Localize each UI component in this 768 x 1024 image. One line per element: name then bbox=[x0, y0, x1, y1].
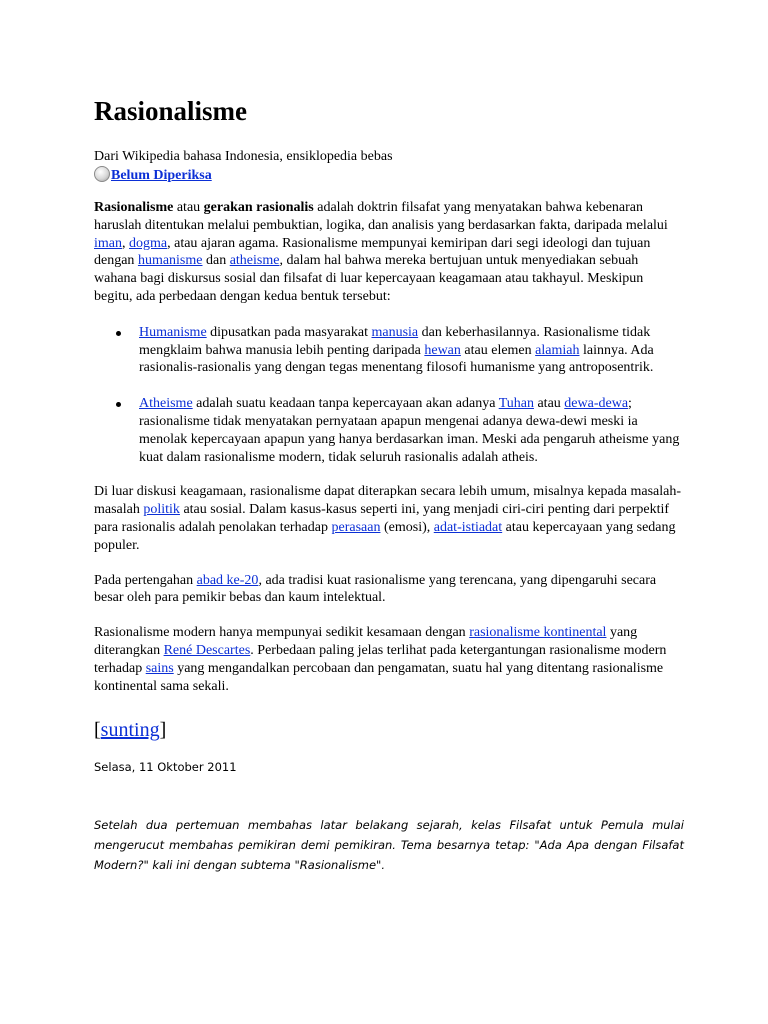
link-tuhan[interactable]: Tuhan bbox=[498, 396, 534, 412]
paragraph-abad: Pada pertengahan abad ke-20, ada tradisi kuat rasionalisme yang terencana, yang dipengaruhi secara besar oleh para pemikir bebas dan kaum intelektual. bbox=[94, 572, 657, 606]
review-status bbox=[94, 167, 684, 185]
link-alamiah[interactable]: alamiah bbox=[535, 342, 580, 358]
paragraph-modern: Rasionalisme modern hanya mempunyai sedikit kesamaan dengan rasionalisme kontinental yang diterangkan René Descartes. Perbedaan paling jelas terlihat pada ketergantungan rasionalisme modern terhadap sains yang mengandalkan percobaan dan pengamatan, suatu hal yang ditentang rasionalisme kontinental sama sekali. bbox=[94, 625, 667, 694]
link-sains[interactable]: sains bbox=[145, 660, 174, 676]
edit-section: [sunting] bbox=[94, 719, 167, 742]
edit-link[interactable]: sunting bbox=[100, 719, 160, 742]
blog-intro-paragraph: Setelah dua pertemuan membahas latar belakang sejarah, kelas Filsafat untuk Pemula mulai mengerucut membahas pemikiran demi pemikiran. Tema besarnya tetap: "Ada Apa dengan Filsafat Modern?" kali ini dengan subtema "Rasionalisme". bbox=[94, 818, 684, 873]
link-atheisme[interactable]: atheisme bbox=[229, 253, 280, 269]
link-rene-descartes[interactable]: René Descartes bbox=[163, 642, 251, 658]
unchecked-link[interactable]: Belum Diperiksa bbox=[111, 168, 212, 183]
link-dewa-dewa[interactable]: dewa-dewa bbox=[564, 396, 629, 412]
link-atheisme-bullet[interactable]: Atheisme bbox=[139, 396, 193, 412]
article-content bbox=[94, 94, 684, 875]
intro-paragraph: Rasionalisme atau gerakan rasionalis adalah doktrin filsafat yang menyatakan bahwa kebenaran haruslah ditentukan melalui pembuktian, logika, dan analisis yang berdasarkan fakta, daripada melalui iman, dogma, atau ajaran agama. Rasionalisme mempunyai kemiripan dari segi ideologi dan tujuan dengan humanisme dan atheisme, dalam hal bahwa mereka bertujuan untuk menyediakan sebuah wahana bagi diskursus sosial dan filsafat di luar kepercayaan keagamaan atau takhayul. Meskipun begitu, ada perbedaan dengan kedua bentuk tersebut: bbox=[94, 200, 668, 304]
list-item-atheisme: Atheisme adalah suatu keadaan tanpa kepercayaan akan adanya Tuhan atau dewa-dewa; rasionalisme tidak menyatakan pernyataan apapun mengenai adanya dewa-dewi meski ia menolak kepercayaan apapun yang hanya berdasarkan iman. Meski ada pengaruh atheisme yang kuat dalam rasionalisme modern, tidak seluruh rasionalis adalah atheis. bbox=[94, 395, 684, 466]
article-subtitle: Dari Wikipedia bahasa Indonesia, ensiklopedia bebas bbox=[94, 149, 393, 164]
comparison-list bbox=[94, 324, 684, 467]
link-adat-istiadat[interactable]: adat-istiadat bbox=[433, 519, 503, 535]
link-perasaan[interactable]: perasaan bbox=[331, 519, 381, 535]
unreviewed-status-icon bbox=[94, 166, 110, 182]
term-rasionalisme: Rasionalisme bbox=[94, 200, 174, 215]
post-date: Selasa, 11 Oktober 2011 bbox=[94, 760, 237, 775]
link-humanisme-bullet[interactable]: Humanisme bbox=[139, 324, 207, 340]
link-abad-ke-20[interactable]: abad ke-20 bbox=[196, 572, 259, 588]
link-politik[interactable]: politik bbox=[143, 502, 180, 518]
paragraph-politik: Di luar diskusi keagamaan, rasionalisme dapat diterapkan secara lebih umum, misalnya kepada masalah-masalah politik atau sosial. Dalam kasus-kasus seperti ini, yang menjadi ciri-ciri penting dari perpektif para rasionalis adalah penolakan terhadap perasaan (emosi), adat-istiadat atau kepercayaan yang sedang populer. bbox=[94, 484, 682, 553]
link-humanisme[interactable]: humanisme bbox=[137, 253, 203, 269]
link-iman[interactable]: iman bbox=[94, 235, 122, 251]
link-dogma[interactable]: dogma bbox=[129, 235, 168, 251]
bullet-icon bbox=[116, 402, 121, 407]
term-gerakan-rasionalis: gerakan rasionalis bbox=[203, 200, 314, 215]
link-hewan[interactable]: hewan bbox=[424, 342, 461, 358]
list-item-humanisme: Humanisme dipusatkan pada masyarakat manusia dan keberhasilannya. Rasionalisme tidak mengklaim bahwa manusia lebih penting daripada hewan atau elemen alamiah lainnya. Ada rasionalis-rasionalis yang dengan tegas menentang filosofi humanisme yang antroposentrik. bbox=[94, 324, 684, 377]
link-rasionalisme-kontinental[interactable]: rasionalisme kontinental bbox=[469, 625, 607, 641]
bullet-icon bbox=[116, 331, 121, 336]
link-manusia[interactable]: manusia bbox=[371, 324, 419, 340]
page-title: Rasionalisme bbox=[94, 96, 248, 126]
